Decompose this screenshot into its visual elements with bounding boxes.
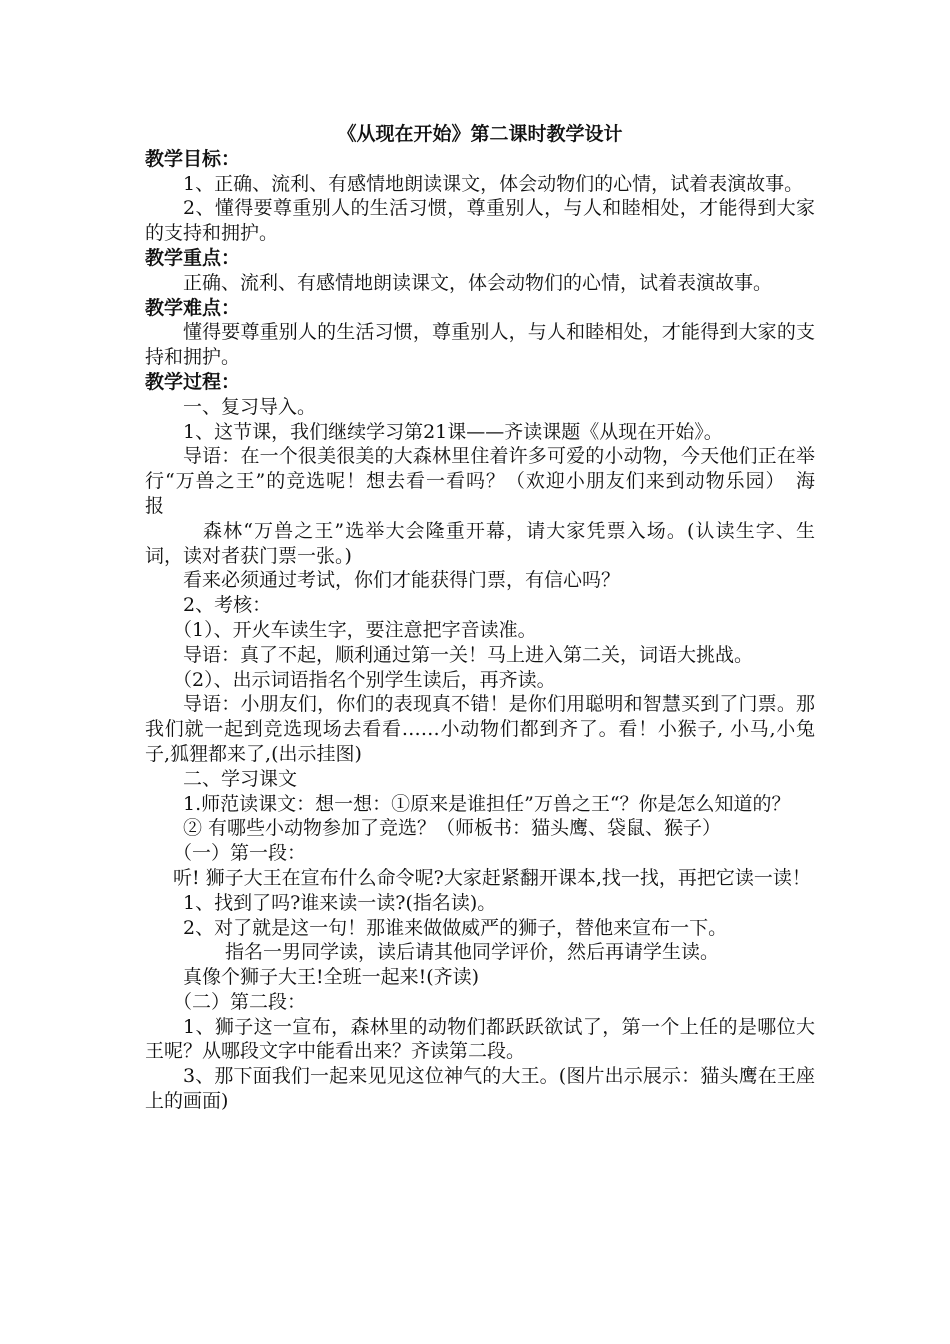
process-paragraph: 3、那下面我们一起来见见这位神气的大王。(图片出示展示：猫头鹰在王座上的画面) bbox=[145, 1065, 815, 1113]
focus-text: 正确、流利、有感情地朗读课文，体会动物们的心情，试着表演故事。 bbox=[183, 271, 773, 294]
process-paragraph: （二）第二段： bbox=[173, 990, 307, 1013]
process-paragraph: 2、考核： bbox=[183, 594, 272, 617]
process-paragraph: 一、复习导入。 bbox=[183, 395, 317, 418]
process-paragraph: 2、对了就是这一句！那谁来做做威严的狮子，替他来宣布一下。 bbox=[183, 916, 728, 939]
process-paragraph: ② 有哪些小动物参加了竞选？（师板书：猫头鹰、袋鼠、猴子） bbox=[183, 817, 722, 840]
process-paragraph: 导语：小朋友们，你们的表现真不错！是你们用聪明和智慧买到了门票。那我们就一起到竞选现场去看看……小动物们都到齐了。看！小猴子, 小马,小兔子,狐狸都来了,(出示挂图) bbox=[145, 693, 815, 765]
process-paragraph: 真像个狮子大王!全班一起来!(齐读) bbox=[183, 966, 480, 989]
process-paragraph: 导语：在一个很美很美的大森林里住着许多可爱的小动物，今天他们正在举行“万兽之王”的竞选呢！想去看一看吗？（欢迎小朋友们来到动物乐园） 海 报 bbox=[145, 445, 835, 517]
focus-heading: 教学重点： bbox=[145, 246, 241, 269]
difficulty-text: 懂得要尊重别人的生活习惯，尊重别人，与人和睦相处，才能得到大家的支持和拥护。 bbox=[145, 321, 815, 369]
process-paragraph: （1）、开火车读生字，要注意把字音读准。 bbox=[173, 618, 537, 641]
process-paragraph: 森林“万兽之王”选举大会隆重开幕，请大家凭票入场。(认读生字、生词，读对者获门票一张。) bbox=[145, 519, 815, 567]
process-paragraph: 指名一男同学读，读后请其他同学评价，然后再请学生读。 bbox=[225, 941, 720, 964]
goal-item: 1、正确、流利、有感情地朗读课文，体会动物们的心情，试着表演故事。 bbox=[183, 172, 804, 195]
document-title: 《从现在开始》第二课时教学设计 bbox=[337, 123, 623, 145]
process-paragraph: 1、找到了吗?谁来读一读?(指名读)。 bbox=[183, 891, 497, 914]
process-paragraph: 听! 狮子大王在宣布什么命令呢?大家赶紧翻开课本,找一找，再把它读一读！ bbox=[173, 866, 811, 889]
process-paragraph: 1、这节课，我们继续学习第21课——齐读课题《从现在开始》。 bbox=[183, 420, 723, 443]
process-paragraph: 导语：真了不起，顺利通过第一关！马上进入第二关，词语大挑战。 bbox=[183, 643, 754, 666]
process-paragraph: 1.师范读课文：想一想：①原来是谁担任”万兽之王“？你是怎么知道的？ bbox=[183, 792, 791, 815]
process-paragraph: （一）第一段： bbox=[173, 842, 307, 865]
process-paragraph: 看来必须通过考试，你们才能获得门票，有信心吗？ bbox=[183, 569, 621, 592]
process-paragraph: 二、学习课文 bbox=[183, 767, 298, 790]
process-paragraph: 1、狮子这一宣布，森林里的动物们都跃跃欲试了，第一个上任的是哪位大王呢？从哪段文字中能看出来？齐读第二段。 bbox=[145, 1015, 815, 1063]
document-page bbox=[145, 122, 835, 1114]
goals-heading: 教学目标： bbox=[145, 147, 241, 170]
process-heading: 教学过程： bbox=[145, 370, 241, 393]
goal-item: 2、懂得要尊重别人的生活习惯，尊重别人，与人和睦相处，才能得到大家的支持和拥护。 bbox=[145, 197, 815, 245]
difficulty-heading: 教学难点： bbox=[145, 296, 241, 319]
process-paragraph: （2）、出示词语指名个别学生读后，再齐读。 bbox=[173, 668, 556, 691]
